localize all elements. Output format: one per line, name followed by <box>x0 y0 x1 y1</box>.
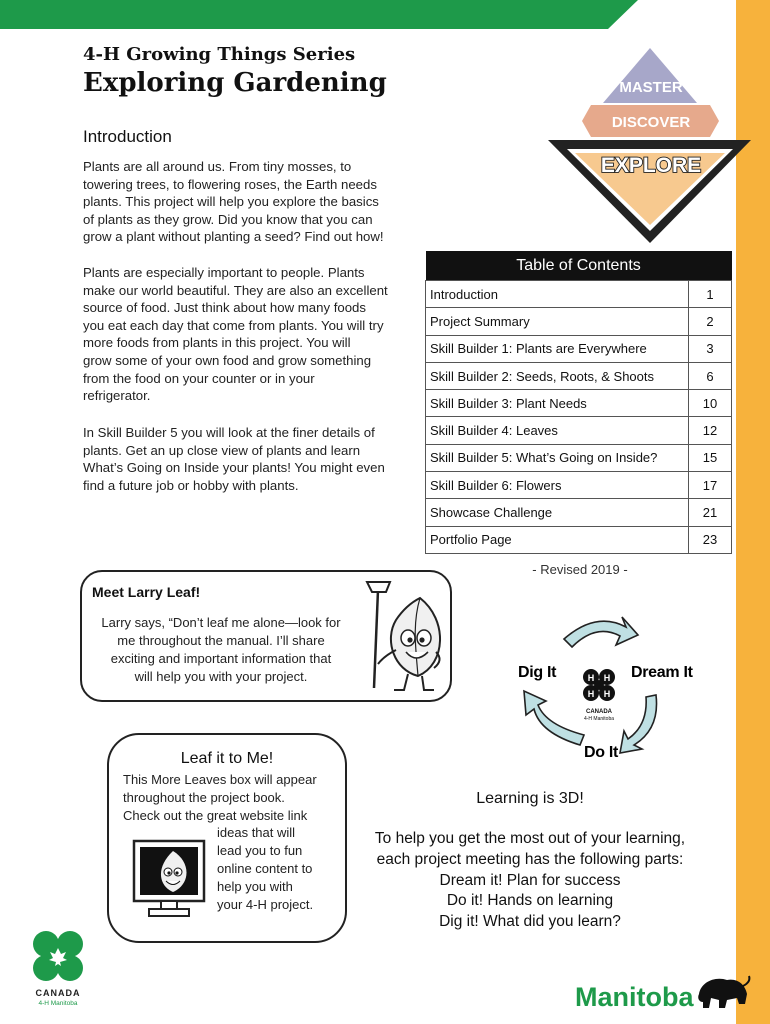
svg-text:H: H <box>587 689 595 699</box>
learning-3d-text: To help you get the most out of your learning, each project meeting has the following parts: Dream it! Plan for success Do it! Hands on learning Dig it! What did you learn? <box>374 830 686 931</box>
leaf-box-heading: Leaf it to Me! <box>180 750 274 767</box>
learning-cycle-diagram <box>500 605 720 765</box>
svg-text:H: H <box>603 673 611 683</box>
larry-heading: Meet Larry Leaf! <box>92 584 201 600</box>
cycle-arrow-top-icon <box>564 617 638 647</box>
leaf-it-to-me-box <box>107 733 347 943</box>
page-title: Exploring Gardening <box>83 68 387 98</box>
manitoba-wordmark: Manitoba <box>575 982 694 1012</box>
toc-label: Skill Builder 1: Plants are Everywhere <box>426 335 689 362</box>
explore-label: EXPLORE <box>600 154 702 177</box>
footer-org-text: 4-H Manitoba <box>38 1000 78 1007</box>
toc-row[interactable] <box>426 390 732 417</box>
toc-row[interactable] <box>426 417 732 444</box>
toc-row[interactable] <box>426 335 732 362</box>
footer-canada-text: CANADA <box>35 988 81 998</box>
manitoba-logo <box>575 972 755 1016</box>
toc-row[interactable] <box>426 444 732 471</box>
toc-row[interactable] <box>426 362 732 389</box>
toc-page: 17 <box>689 472 732 499</box>
cycle-arrow-right-icon <box>620 695 657 753</box>
dream-it-label: Dream It <box>631 664 693 681</box>
toc-label: Introduction <box>426 281 689 308</box>
toc-page: 6 <box>689 362 732 389</box>
toc-page: 2 <box>689 308 732 335</box>
toc-row[interactable] <box>426 281 732 308</box>
toc-label: Skill Builder 3: Plant Needs <box>426 390 689 417</box>
toc-label: Portfolio Page <box>426 526 689 553</box>
toc-page: 10 <box>689 390 732 417</box>
toc-label: Skill Builder 6: Flowers <box>426 472 689 499</box>
toc-page: 1 <box>689 281 732 308</box>
svg-text:H: H <box>587 673 595 683</box>
do-it-label: Do It <box>584 744 619 761</box>
toc-page: 21 <box>689 499 732 526</box>
learning-3d-heading: Learning is 3D! <box>476 790 584 807</box>
toc-row[interactable] <box>426 308 732 335</box>
larry-leaf-mascot-icon <box>364 580 446 696</box>
toc-row[interactable] <box>426 499 732 526</box>
toc-title: Table of Contents <box>426 251 732 281</box>
intro-paragraph-2: Plants are especially important to people. Plants make our world beautiful. They are also an excellent source of food. Just think about how many foods you eat each day that come from plants. You will try more foods from plants in this project. You will grow some of your own food and grow something from the food on your counter or in your refrigerator. <box>83 265 388 404</box>
introduction-heading: Introduction <box>83 127 172 146</box>
meet-larry-box <box>80 570 452 702</box>
toc-label: Skill Builder 2: Seeds, Roots, & Shoots <box>426 362 689 389</box>
toc-row[interactable] <box>426 526 732 553</box>
toc-row[interactable] <box>426 472 732 499</box>
intro-paragraph-1: Plants are all around us. From tiny mosses, to towering trees, to flowering roses, the Earth needs plants. This project will help you explore the basics of plants as they grow. Did you know that you can grow a plant without planting a seed? Find out how! <box>83 159 384 245</box>
toc-label: Skill Builder 4: Leaves <box>426 417 689 444</box>
larry-text: Larry says, “Don’t leaf me alone—look for me throughout the manual. I’ll share exciting and important information that will help you with your project. <box>101 615 341 684</box>
toc-label: Project Summary <box>426 308 689 335</box>
level-badge <box>545 45 755 245</box>
toc-page: 15 <box>689 444 732 471</box>
revised-note: - Revised 2019 - <box>532 562 628 577</box>
bison-icon <box>698 976 749 1008</box>
toc-label: Showcase Challenge <box>426 499 689 526</box>
table-of-contents <box>425 251 732 554</box>
computer-monitor-leaf-icon <box>131 838 207 920</box>
intro-paragraph-3: In Skill Builder 5 you will look at the finer details of plants. Get an up close view of plants and learn What’s Going on Inside your plants! You might even find a future job or hobby with plants. <box>83 425 385 493</box>
discover-label: DISCOVER <box>611 114 691 131</box>
svg-text:H: H <box>603 689 611 699</box>
toc-page: 3 <box>689 335 732 362</box>
series-title: 4-H Growing Things Series <box>83 44 356 65</box>
cycle-arrow-left-icon <box>524 691 584 745</box>
4h-canada-logo <box>26 928 90 1008</box>
toc-page: 12 <box>689 417 732 444</box>
master-label: MASTER <box>619 79 683 96</box>
4h-clover-green-icon <box>33 931 83 981</box>
toc-label: Skill Builder 5: What’s Going on Inside? <box>426 444 689 471</box>
top-header-bar <box>0 0 770 29</box>
4h-clover-icon <box>583 669 615 701</box>
cycle-logo-canada: CANADA <box>586 709 612 715</box>
leaf-box-text-side: ideas that will lead you to fun online content to help you with your 4-H project. <box>217 825 314 912</box>
leaf-box-text: This More Leaves box will appear throughout the project book. Check out the great website link <box>123 772 317 823</box>
cycle-logo-org: 4-H Manitoba <box>583 716 615 722</box>
toc-page: 23 <box>689 526 732 553</box>
dig-it-label: Dig It <box>518 664 557 681</box>
